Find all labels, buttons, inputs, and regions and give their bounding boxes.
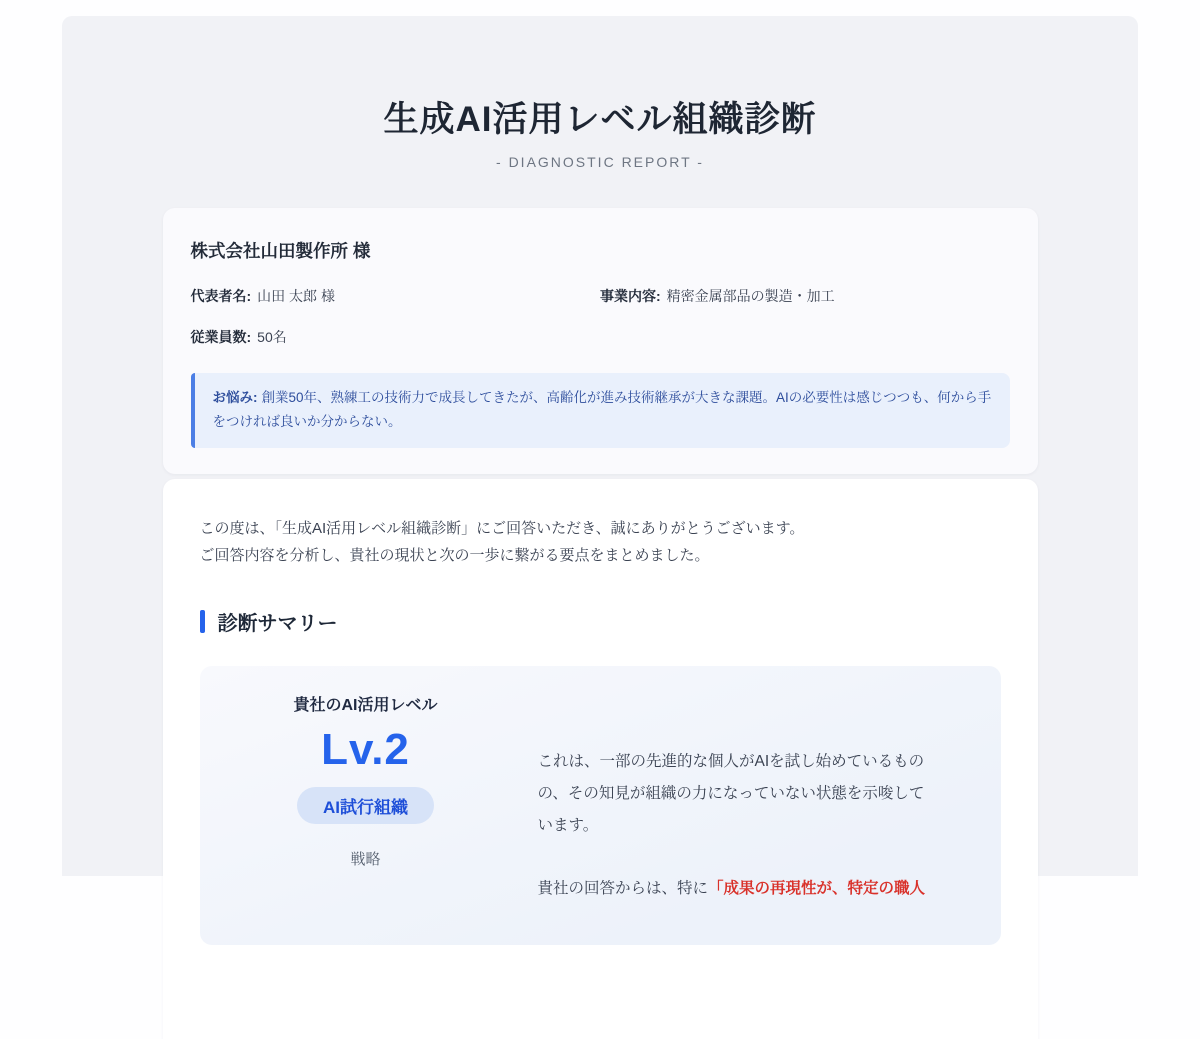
summary-section-heading [200,607,1001,636]
field-employees-value: 50名 [257,329,287,345]
report-body-card [163,479,1038,1039]
report-panel [62,16,1138,898]
level-value: Lv.2 [321,725,410,775]
finding-prefix: 貴社の回答からは、特に [537,880,709,898]
field-business-value: 精密金属部品の製造・加工 [666,288,835,304]
finding-highlight: 「成果の再現性が、特定の職人 [708,880,926,898]
summary-level-column [230,692,502,905]
summary-description-line-1: これは、一部の先進的な個人がAIを試し始めているもの [537,753,925,771]
radar-axis-label-strategy: 戦略 [350,851,381,869]
client-fields [191,286,1010,347]
page-title: 生成AI活用レベル組織診断 [383,100,817,139]
field-representative [191,286,601,306]
summary-description-column [538,746,971,905]
field-business [600,286,1010,306]
level-label: 貴社のAI活用レベル [293,697,438,715]
page-subtitle: - DIAGNOSTIC REPORT - [496,154,704,170]
section-accent-bar [200,610,205,633]
intro-line-2: ご回答内容を分析し、貴社の現状と次の一歩に繋がる要点をまとめました。 [199,547,710,565]
field-employees-label: 従業員数: [190,329,252,345]
concern-callout [191,373,1010,448]
client-info-card [163,208,1038,474]
summary-finding [538,873,971,905]
field-business-label: 事業内容: [600,288,661,304]
concern-label: お悩み: [212,390,258,405]
level-badge: AI試行組織 [297,787,434,824]
summary-box [200,666,1001,945]
summary-description-line-2: の、その知見が組織の力になっていない状態を示唆して [537,785,925,803]
field-representative-value: 山田 太郎 様 [257,288,335,304]
field-representative-label: 代表者名: [190,288,252,304]
summary-section-title: 診断サマリー [217,613,338,636]
summary-description-line-3: います。 [537,817,599,835]
field-employees [191,327,601,347]
concern-text: 創業50年、熟練工の技術力で成長してきたが、高齢化が進み技術継承が大きな課題。AIの必要性は感じつつも、何から手をつければ良いか分からない。 [212,390,992,430]
intro-line-1: この度は、「生成AI活用レベル組織診断」にご回答いただき、誠にありがとうございます。 [199,519,805,537]
company-name: 株式会社山田製作所 様 [190,241,371,261]
